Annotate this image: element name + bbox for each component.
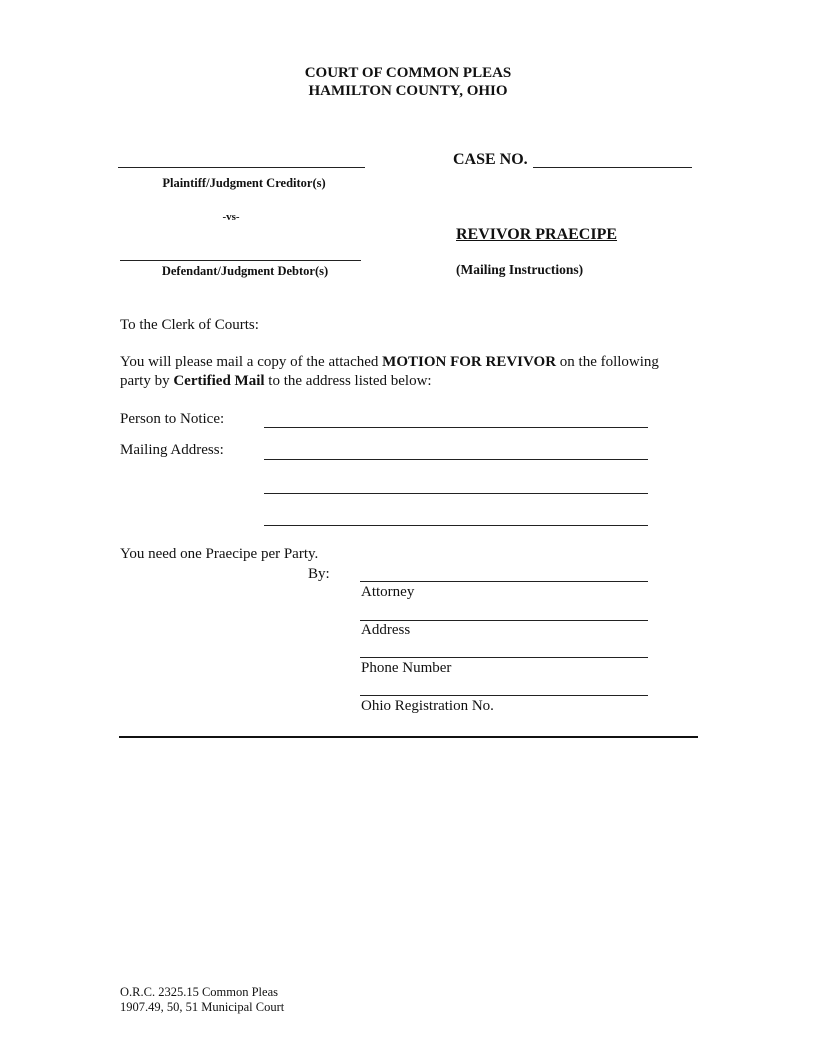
text: You will please mail a copy of the attached	[120, 354, 383, 370]
plaintiff-label: Plaintiff/Judgment Creditor(s)	[162, 176, 326, 190]
defendant-label: Defendant/Judgment Debtor(s)	[161, 264, 329, 278]
attorney-address-label: Address	[361, 622, 411, 638]
divider	[119, 736, 698, 738]
attorney-address-field[interactable]	[360, 620, 648, 621]
court-name: COURT OF COMMON PLEAS	[304, 65, 512, 81]
attorney-label: Attorney	[361, 584, 415, 600]
person-field[interactable]	[264, 427, 648, 428]
plaintiff-line	[118, 167, 365, 168]
case-no-field[interactable]	[533, 167, 692, 168]
vs-label: -vs-	[222, 211, 240, 223]
attorney-field[interactable]	[360, 581, 648, 582]
instruction-line-2	[120, 373, 432, 390]
form-title: REVIVOR PRAECIPE	[456, 226, 618, 243]
salutation: To the Clerk of Courts:	[120, 317, 259, 333]
registration-field[interactable]	[360, 695, 648, 696]
case-no-label: CASE NO.	[453, 151, 528, 168]
motion-text: MOTION FOR REVIVOR	[382, 354, 557, 370]
address-label: Mailing Address:	[120, 442, 224, 458]
county-name: HAMILTON COUNTY, OHIO	[308, 83, 508, 99]
phone-label: Phone Number	[361, 660, 452, 676]
address-field-1[interactable]	[264, 459, 648, 460]
praecipe-note: You need one Praecipe per Party.	[120, 546, 319, 562]
footer-line-2: 1907.49, 50, 51 Municipal Court	[120, 1000, 285, 1014]
form-subtitle: (Mailing Instructions)	[456, 262, 584, 277]
registration-label: Ohio Registration No.	[361, 698, 494, 714]
certified-mail-text: Certified Mail	[173, 373, 265, 389]
instruction-line-1	[120, 354, 659, 371]
text: party by	[120, 373, 174, 389]
text: on the following	[556, 354, 659, 370]
address-field-3[interactable]	[264, 525, 648, 526]
by-label: By:	[308, 566, 330, 582]
address-field-2[interactable]	[264, 493, 648, 494]
defendant-line	[120, 260, 361, 261]
person-label: Person to Notice:	[120, 411, 225, 427]
phone-field[interactable]	[360, 657, 648, 658]
footer-line-1: O.R.C. 2325.15 Common Pleas	[120, 985, 278, 999]
text: to the address listed below:	[264, 373, 432, 389]
